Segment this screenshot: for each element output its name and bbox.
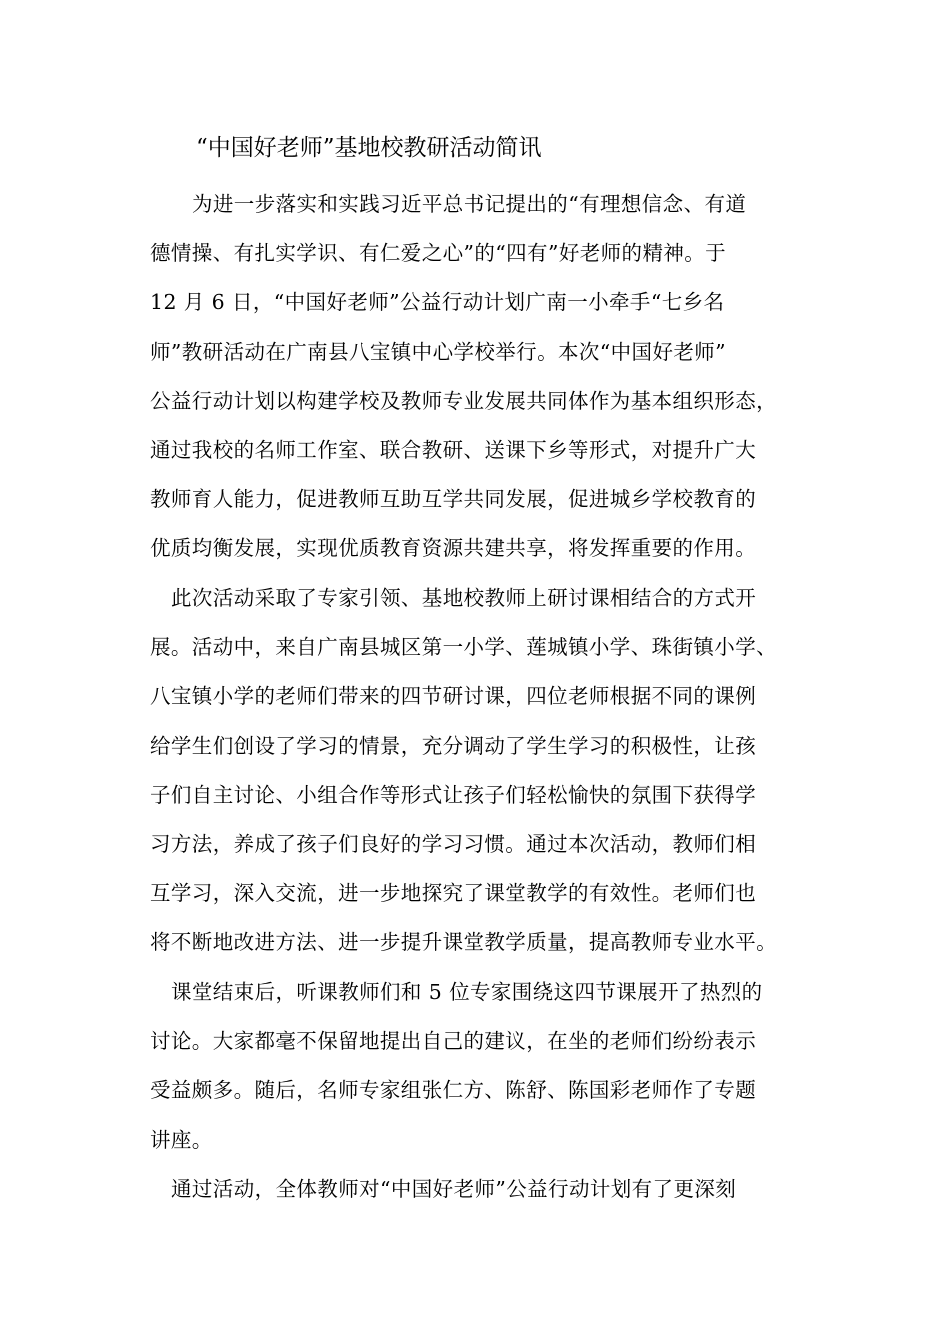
paragraph-line: 优质均衡发展，实现优质教育资源共建共享，将发挥重要的作用。 [150, 536, 757, 561]
paragraph-line: 此次活动采取了专家引领、基地校教师上研讨课相结合的方式开 [171, 586, 757, 610]
paragraph-line: 师”教研活动在广南县八宝镇中心学校举行。本次“中国好老师” [150, 339, 727, 364]
paragraph-line: 受益颇多。随后，名师专家组张仁方、陈舒、陈国彩老师作了专题 [150, 1078, 757, 1103]
paragraph-line: 讲座。 [150, 1127, 213, 1152]
paragraph-line: 互学习，深入交流，进一步地探究了课堂教学的有效性。老师们也 [150, 881, 757, 906]
paragraph-line: 12 月 6 日，“中国好老师”公益行动计划广南一小牵手“七乡名 [150, 290, 725, 315]
paragraph-line: 八宝镇小学的老师们带来的四节研讨课，四位老师根据不同的课例 [150, 684, 757, 709]
paragraph-line: 德情操、有扎实学识、有仁爱之心”的“四有”好老师的精神。于 [150, 241, 727, 266]
paragraph-line: 讨论。大家都毫不保留地提出自己的建议，在坐的老师们纷纷表示 [150, 1029, 757, 1054]
paragraph-4 [150, 1165, 810, 1214]
document-title: “中国好老师”基地校教研活动简讯 [196, 135, 542, 161]
paragraph-line: 习方法，养成了孩子们良好的学习习惯。通过本次活动，教师们相 [150, 832, 757, 857]
paragraph-line: 将不断地改进方法、进一步提升课堂教学质量，提高教师专业水平。 [150, 930, 777, 955]
paragraph-line: 教师育人能力，促进教师互助互学共同发展，促进城乡学校教育的 [150, 487, 757, 512]
paragraph-line: 通过我校的名师工作室、联合教研、送课下乡等形式，对提升广大 [150, 438, 757, 463]
paragraph-line: 给学生们创设了学习的情景，充分调动了学生学习的积极性，让孩 [150, 733, 757, 758]
paragraph-line: 公益行动计划以构建学校及教师专业发展共同体作为基本组织形态， [150, 388, 777, 413]
paragraph-line: 展。活动中，来自广南县城区第一小学、莲城镇小学、珠街镇小学、 [150, 635, 777, 660]
paragraph-2 [150, 574, 810, 968]
paragraph-line: 通过活动，全体教师对“中国好老师”公益行动计划有了更深刻 [171, 1177, 737, 1201]
paragraph-line: 子们自主讨论、小组合作等形式让孩子们轻松愉快的氛围下获得学 [150, 782, 757, 807]
paragraph-3 [150, 968, 810, 1165]
paragraph-line: 课堂结束后，听课教师们和 5 位专家围绕这四节课展开了热烈的 [171, 980, 763, 1004]
paragraph-line: 为进一步落实和实践习近平总书记提出的“有理想信念、有道 [192, 192, 747, 216]
paragraph-1 [150, 180, 810, 574]
